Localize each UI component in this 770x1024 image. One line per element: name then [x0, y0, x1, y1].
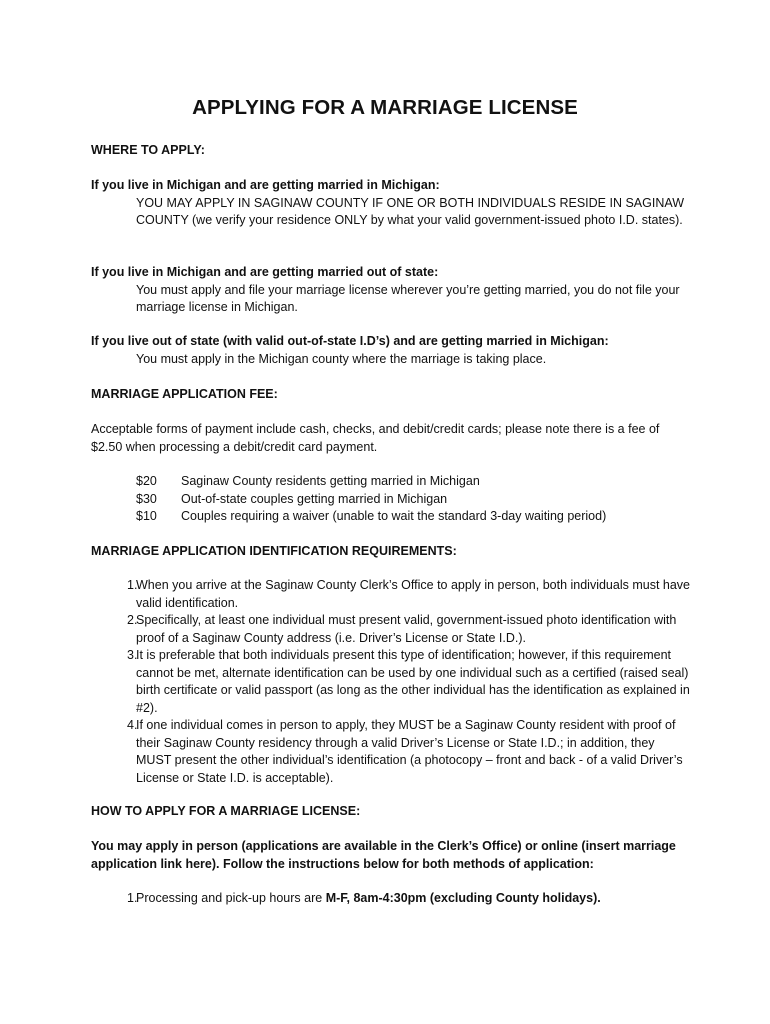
fee-row [91, 473, 691, 491]
fee-description: Couples requiring a waiver (unable to wait the standard 3-day waiting period) [181, 509, 607, 523]
fee-row [91, 491, 691, 509]
fee-text: Acceptable forms of payment include cash, checks, and debit/credit cards; please note there is a fee of $2.50 when processing a debit/credit card payment. [91, 422, 660, 454]
list-item-number: 1. [127, 578, 138, 592]
where-to-apply-heading: WHERE TO APPLY: [91, 143, 205, 157]
how-to-apply-heading: HOW TO APPLY FOR A MARRIAGE LICENSE: [91, 804, 361, 818]
fee-amount: $30 [136, 491, 157, 506]
fee-heading: MARRIAGE APPLICATION FEE: [91, 387, 278, 401]
fee-amount: $20 [136, 474, 157, 488]
fee-table [91, 473, 691, 526]
fee-description: Saginaw County residents getting married in Michigan [181, 474, 480, 488]
list-item-text-bold: M-F, 8am-4:30pm (excluding County holidays). [325, 891, 601, 905]
fee-row [91, 508, 691, 526]
case-1 [91, 177, 691, 230]
list-item [91, 577, 691, 612]
list-item [91, 717, 691, 787]
list-item-text-plain: Processing and pick-up hours are [136, 891, 326, 905]
case-1-text: YOU MAY APPLY IN SAGINAW COUNTY IF ONE OR BOTH INDIVIDUALS RESIDE IN SAGINAW COUNTY (we verify your residence ONLY by what your valid government-issued photo I.D. states). [136, 195, 685, 227]
case-1-heading: If you live in Michigan and are getting married in Michigan: [91, 178, 440, 192]
case-3 [91, 333, 691, 368]
case-3-text: You must apply in the Michigan county where the marriage is taking place. [136, 351, 547, 366]
case-2-heading: If you live in Michigan and are getting married out of state: [91, 265, 439, 279]
list-item-number: 3. [127, 648, 138, 662]
how-to-apply-intro: You may apply in person (applications are available in the Clerk’s Office) or online (insert marriage application link here). Follow the instructions below for both methods of application: [91, 839, 676, 871]
list-item-text: Specifically, at least one individual must present valid, government-issued photo identification with proof of a Saginaw County address (i.e. Driver’s License or State I.D.). [136, 613, 677, 645]
case-3-heading: If you live out of state (with valid out-of-state I.D’s) and are getting married in Michigan: [91, 334, 609, 348]
list-item [91, 612, 691, 647]
case-2-text: You must apply and file your marriage license wherever you’re getting married, you do not file your marriage license in Michigan. [136, 282, 680, 314]
list-item-text: When you arrive at the Saginaw County Clerk’s Office to apply in person, both individuals must have valid identification. [136, 578, 690, 610]
case-2 [91, 264, 691, 317]
list-item-text: If one individual comes in person to apply, they MUST be a Saginaw County resident with proof of their Saginaw County residency through a valid Driver’s License or State I.D.; in addition, they MUST present the other individual’s identification (a photocopy – front and back - of a valid Driver’s License or State I.D. is acceptable). [136, 718, 683, 785]
list-item-number: 2. [127, 613, 138, 627]
id-requirements-list [91, 577, 691, 787]
list-item [91, 647, 691, 717]
list-item-text: It is preferable that both individuals present this type of identification; however, if this requirement cannot be met, alternate identification can be used by one individual such as a certified (raised seal) birth certificate or valid passport (as long as the other individual has the identification as explained in #2). [136, 648, 690, 715]
fee-description: Out-of-state couples getting married in Michigan [181, 491, 448, 506]
list-item-text [136, 890, 691, 908]
list-item-number: 1. [127, 891, 138, 905]
fee-amount: $10 [136, 509, 157, 523]
list-item [91, 890, 691, 908]
id-requirements-heading: MARRIAGE APPLICATION IDENTIFICATION REQUIREMENTS: [91, 544, 457, 558]
how-to-apply-list [91, 890, 691, 908]
document-title: APPLYING FOR A MARRIAGE LICENSE [192, 96, 578, 119]
list-item-number: 4. [127, 718, 138, 732]
